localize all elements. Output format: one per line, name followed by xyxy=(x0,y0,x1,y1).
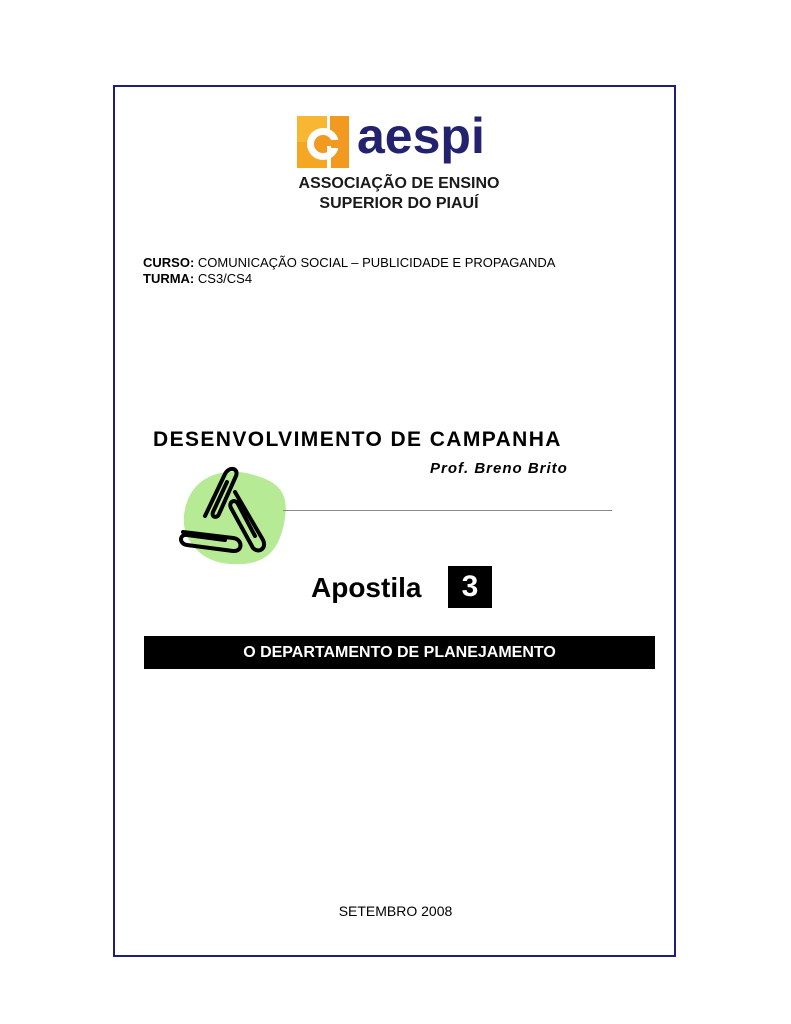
turma-label: TURMA: xyxy=(143,271,195,286)
curso-value: COMUNICAÇÃO SOCIAL – PUBLICIDADE E PROPAGANDA xyxy=(197,255,556,270)
publication-date: SETEMBRO 2008 xyxy=(338,903,453,919)
apostila-label: Apostila xyxy=(311,572,422,603)
author-name: Prof. Breno Brito xyxy=(430,460,568,477)
apostila-number: 3 xyxy=(448,566,492,608)
logo-wordmark: aespi xyxy=(357,108,485,164)
curso-line xyxy=(143,255,555,271)
logo-association-name xyxy=(279,174,519,214)
aespi-logo-icon xyxy=(297,116,349,168)
association-line-1: ASSOCIAÇÃO DE ENSINO xyxy=(298,175,500,192)
document-title: DESENVOLVIMENTO DE CAMPANHA xyxy=(153,428,562,451)
curso-label: CURSO: xyxy=(143,255,195,270)
course-info xyxy=(143,255,555,287)
aespi-logo xyxy=(297,108,512,214)
paper-clips-icon xyxy=(173,458,291,568)
turma-line xyxy=(143,271,555,287)
association-line-2: SUPERIOR DO PIAUÍ xyxy=(319,195,479,212)
divider-line xyxy=(283,510,612,511)
turma-value: CS3/CS4 xyxy=(197,271,253,286)
section-banner: O DEPARTAMENTO DE PLANEJAMENTO xyxy=(144,636,655,669)
